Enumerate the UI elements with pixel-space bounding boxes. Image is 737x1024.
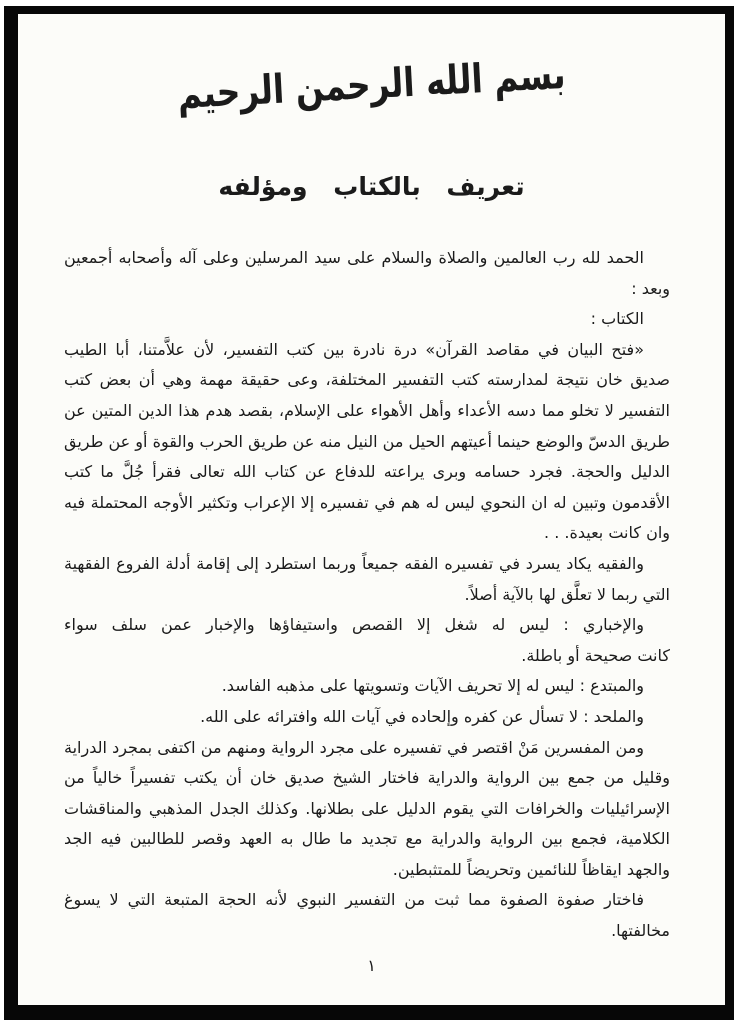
text-line: الأقدمون وتبين له ان النحوي ليس له هم في تفسيره إلا الإعراب وتكثير الأوجه المحتملة فيه xyxy=(64,492,670,512)
text-line: الكلامية، فجمع بين الرواية والدراية مع تجديد ما طال به العهد وقصر للطالبين فيه الجد xyxy=(64,829,670,849)
text-line: مخالفتها. xyxy=(611,921,670,941)
text-line: التي ربما لا تعلَّق لها بالآية أصلاً. xyxy=(464,584,670,604)
text-line: ومن المفسرين مَنْ اقتصر في تفسيره على مجرد الرواية ومنهم من اكتفى بمجرد الدراية xyxy=(64,737,644,757)
text-line: والملحد : لا تسأل عن كفره وإلحاده في آيات الله وافترائه على الله. xyxy=(200,706,644,726)
page-title: تعريف بالكتاب ومؤلفه xyxy=(218,172,525,201)
text-line: والفقيه يكاد يسرد في تفسيره الفقه جميعاً وربما استطرد إلى إقامة أدلة الفروع الفقهية xyxy=(64,553,644,573)
text-line: وقليل من جمع بين الرواية والدراية فاختار الشيخ صديق خان أن يكتب تفسيراً خالياً من xyxy=(64,768,670,788)
paragraph xyxy=(64,733,670,886)
page-content xyxy=(18,14,725,1005)
text-line: التفسير لا تخلو مما دسه الأعداء وأهل الأهواء على الإسلام، بقصد هدم هذا الدين المتين عن xyxy=(64,400,670,420)
text-line: الكتاب : xyxy=(590,309,644,329)
paragraph xyxy=(64,671,670,702)
text-line: فاختار صفوة الصفوة مما ثبت من التفسير النبوي لأنه الحجة المتبعة التي لا يسوغ xyxy=(64,890,644,910)
text-line: طريق الدسّ والوضع حينما أعيتهم الحيل من النيل منه عن طريق الحرب والقوة أو عن طريق xyxy=(64,431,670,451)
text-line: والمبتدع : ليس له إلا تحريف الآيات وتسويتها على مذهبه الفاسد. xyxy=(221,676,644,696)
text-line: والإخباري : ليس له شغل إلا القصص واستيفاؤها والإخبار عمن سلف سواء xyxy=(64,615,644,635)
text-line: الحمد لله رب العالمين والصلاة والسلام على سيد المرسلين وعلى آله وأصحابه أجمعين xyxy=(64,248,644,267)
paragraph xyxy=(64,610,670,671)
text-line: الإسرائيليات والخرافات التي يقوم الدليل على بطلانها. وكذلك الجدل المذهبي والمناقشات xyxy=(64,798,670,818)
scan-border-frame xyxy=(4,6,734,1020)
paragraph xyxy=(64,304,670,335)
text-line: وان كانت بعيدة. . . xyxy=(544,523,670,543)
text-line: الدليل والحجة. فجرد حسامه وبرى يراعته للدفاع عن كتاب الله تعالى فقرأ جُلَّ ما كتب xyxy=(64,462,670,482)
paragraph xyxy=(64,702,670,733)
text-line: وبعد : xyxy=(631,278,670,298)
page-number: ١ xyxy=(367,956,376,975)
text-line: والجهد ايقاظاً للنائمين وتحريضاً للمتثبطين. xyxy=(392,859,670,879)
paragraph xyxy=(64,885,670,946)
paragraph xyxy=(64,549,670,610)
paragraph xyxy=(64,243,670,304)
text-line: كانت صحيحة أو باطلة. xyxy=(521,645,670,665)
basmala-calligraphy: بسم الله الرحمن الرحيم xyxy=(176,51,567,119)
paragraph xyxy=(64,335,670,549)
text-line: «فتح البيان في مقاصد القرآن» درة نادرة بين كتب التفسير، لأن علاَّمتنا، أبا الطيب xyxy=(64,339,644,359)
text-line: صديق خان نتيجة لمدارسته كتب التفسير المختلفة، وعى حقيقة مهمة وهي أن بعض كتب xyxy=(64,370,670,390)
body-text xyxy=(64,243,670,947)
